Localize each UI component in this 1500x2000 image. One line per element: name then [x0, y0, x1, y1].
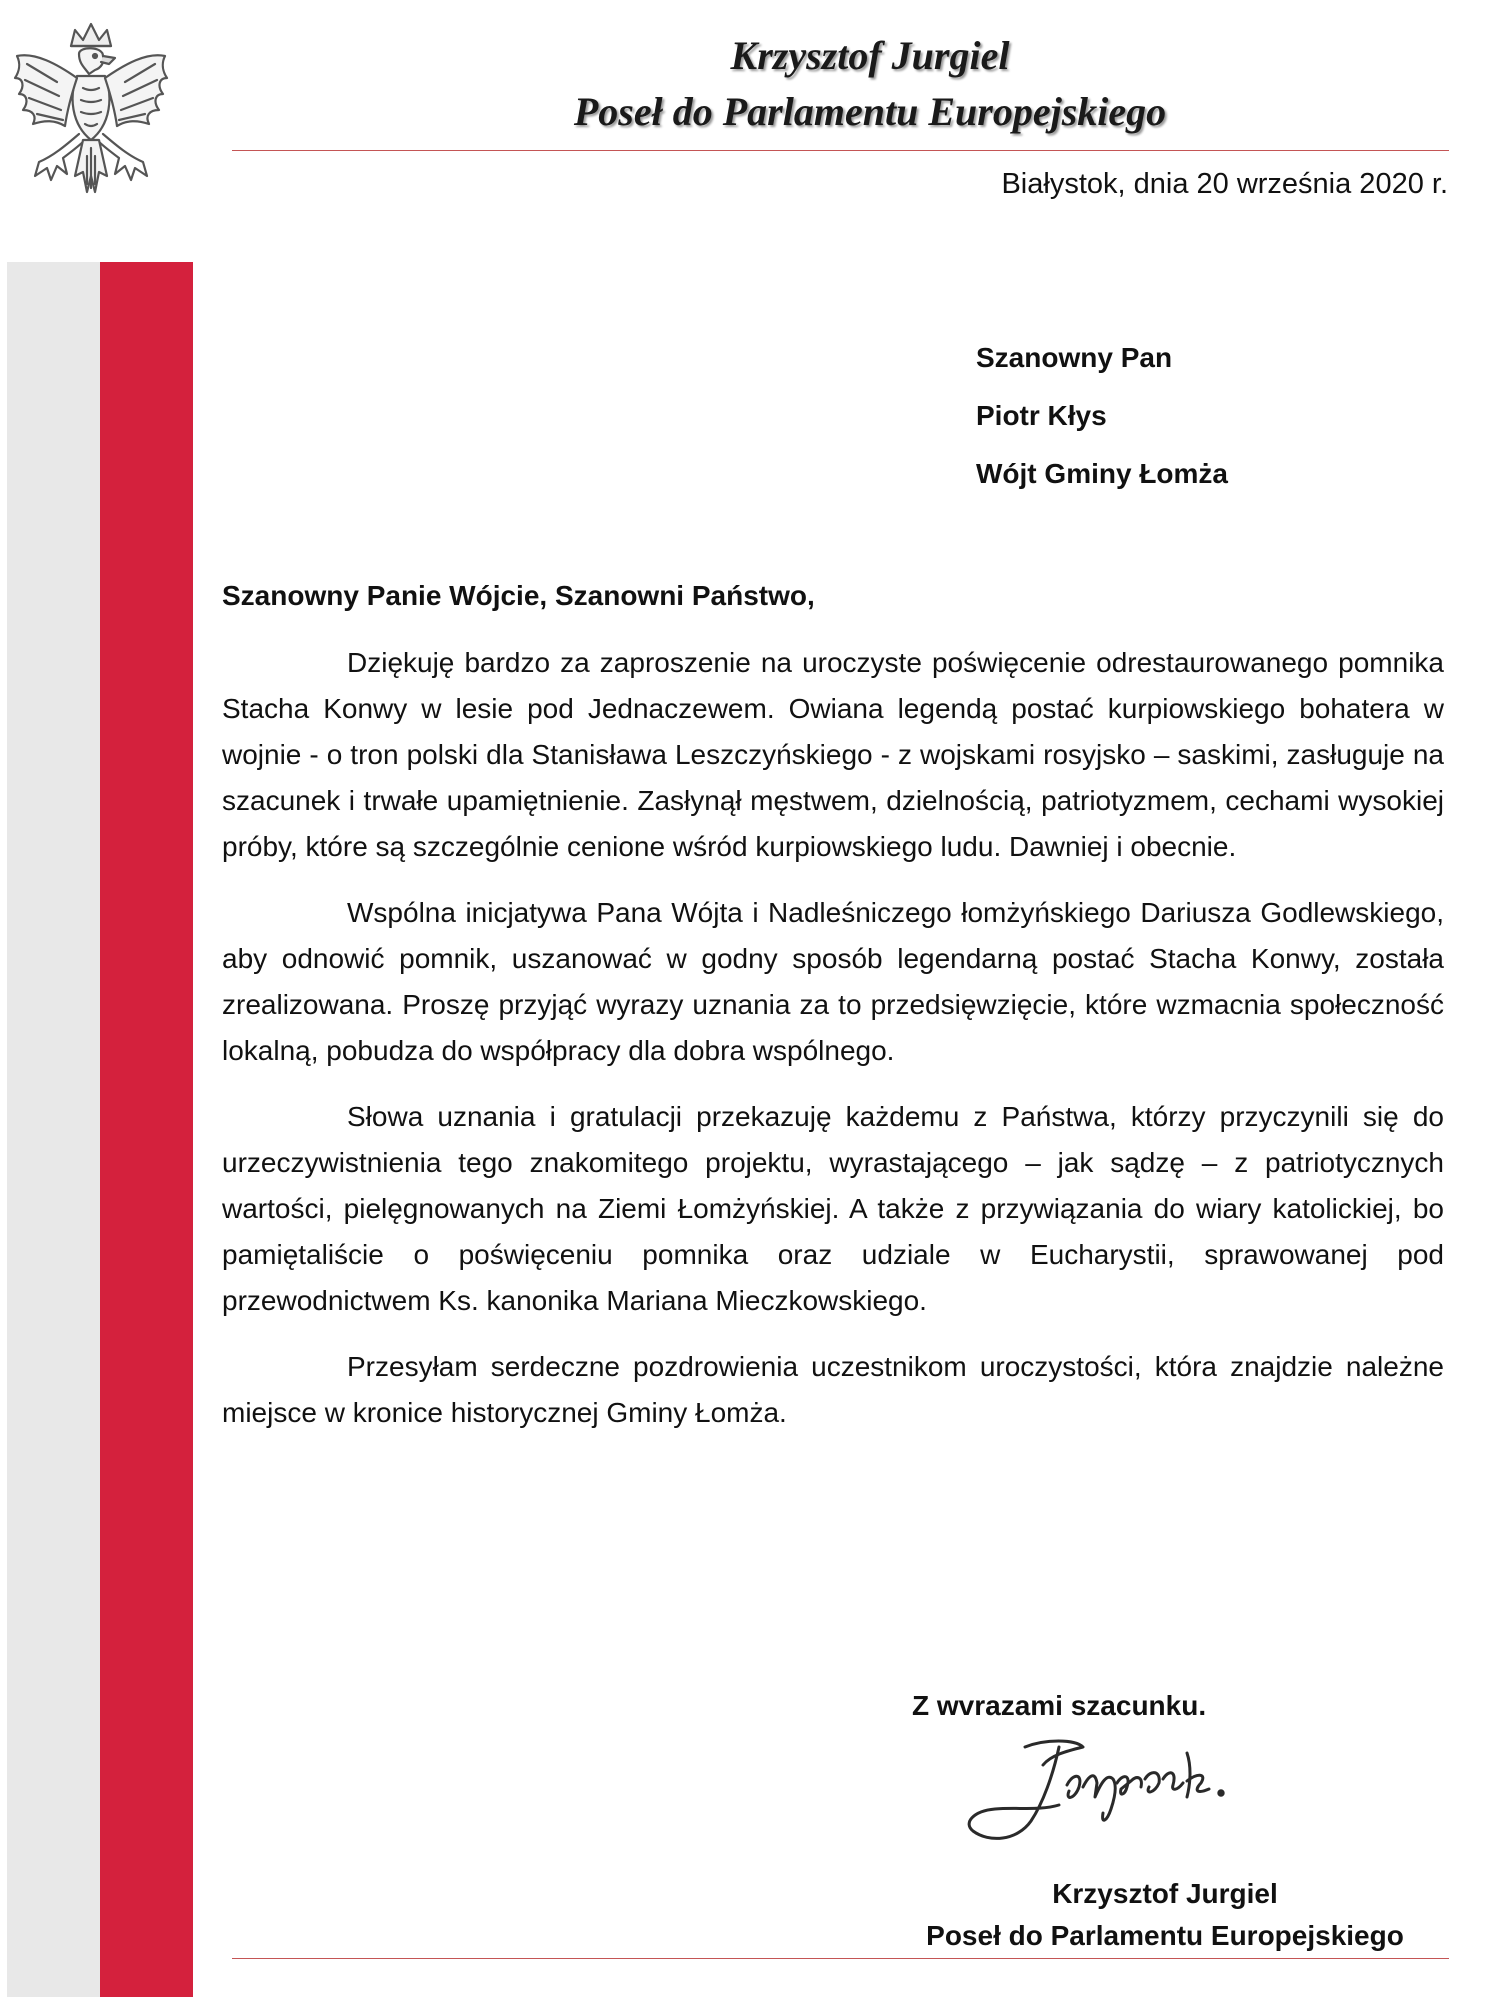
greeting: Szanowny Panie Wójcie, Szanowni Państwo, — [222, 580, 815, 611]
body-paragraph-4: Przesyłam serdeczne pozdrowienia uczestnikom uroczystości, która znajdzie należne miejsce w kronice historycznej Gminy Łomża. — [222, 1351, 1444, 1428]
footer-divider — [232, 1958, 1449, 1959]
body-paragraph-1: Dziękuję bardzo za zaproszenie na uroczyste poświęcenie odrestaurowanego pomnika Stacha Konwy w lesie pod Jednaczewem. Owiana legendą postać kurpiowskiego bohatera w wojnie - o tron polski dla Stanisława Leszczyńskiego - z wojskami rosyjsko – saskimi, zasługuje na szacunek i trwałe upamiętnienie. Zasłynął męstwem, dzielnością, patriotyzmem, cechami wysokiej próby, które są szczególnie cenione wśród kurpiowskiego ludu. Dawniej i obecnie. — [222, 647, 1444, 862]
body-paragraph-3: Słowa uznania i gratulacji przekazuję każdemu z Państwa, którzy przyczynili się do urzeczywistnienia tego znakomitego projektu, wyrastającego – jak sądzę – z patriotycznych wartości, pielęgnowanych na Ziemi Łomżyńskiej. A także z przywiązania do wiary katolickiej, bo pamiętaliście o poświęceniu pomnika oraz udziale w Eucharystii, sprawowanej pod przewodnictwem Ks. kanonika Mariana Mieczkowskiego. — [222, 1101, 1444, 1316]
closing-phrase: Z wvrazami szacunku. — [912, 1690, 1207, 1721]
signatory-name: Krzysztof Jurgiel — [1052, 1878, 1278, 1909]
header-divider — [232, 150, 1449, 151]
letter-body — [222, 640, 1444, 1456]
header-name: Krzysztof Jurgiel — [730, 33, 1010, 78]
handwritten-signature — [955, 1725, 1275, 1855]
signatory-role: Poseł do Parlamentu Europejskiego — [926, 1920, 1404, 1951]
body-paragraph-2: Wspólna inicjatywa Pana Wójta i Nadleśniczego łomżyńskiego Dariusza Godlewskiego, aby odnowić pomnik, uszanować w godny sposób legendarną postać Stacha Konwy, została zrealizowana. Proszę przyjąć wyrazy uznania za to przedsięwzięcie, które wzmacnia społeczność lokalną, pobudza do współpracy dla dobra wspólnego. — [222, 897, 1444, 1066]
addressee-line-3: Wójt Gminy Łomża — [976, 458, 1228, 489]
addressee-block — [976, 340, 1228, 514]
polish-eagle-emblem-icon — [5, 16, 177, 231]
flag-stripe-white — [7, 262, 100, 1997]
addressee-line-2: Piotr Kłys — [976, 400, 1107, 431]
header-role: Poseł do Parlamentu Europejskiego — [573, 89, 1167, 134]
flag-stripe-red — [100, 262, 193, 1997]
letter-date: Białystok, dnia 20 września 2020 r. — [1001, 168, 1448, 200]
addressee-line-1: Szanowny Pan — [976, 342, 1173, 373]
